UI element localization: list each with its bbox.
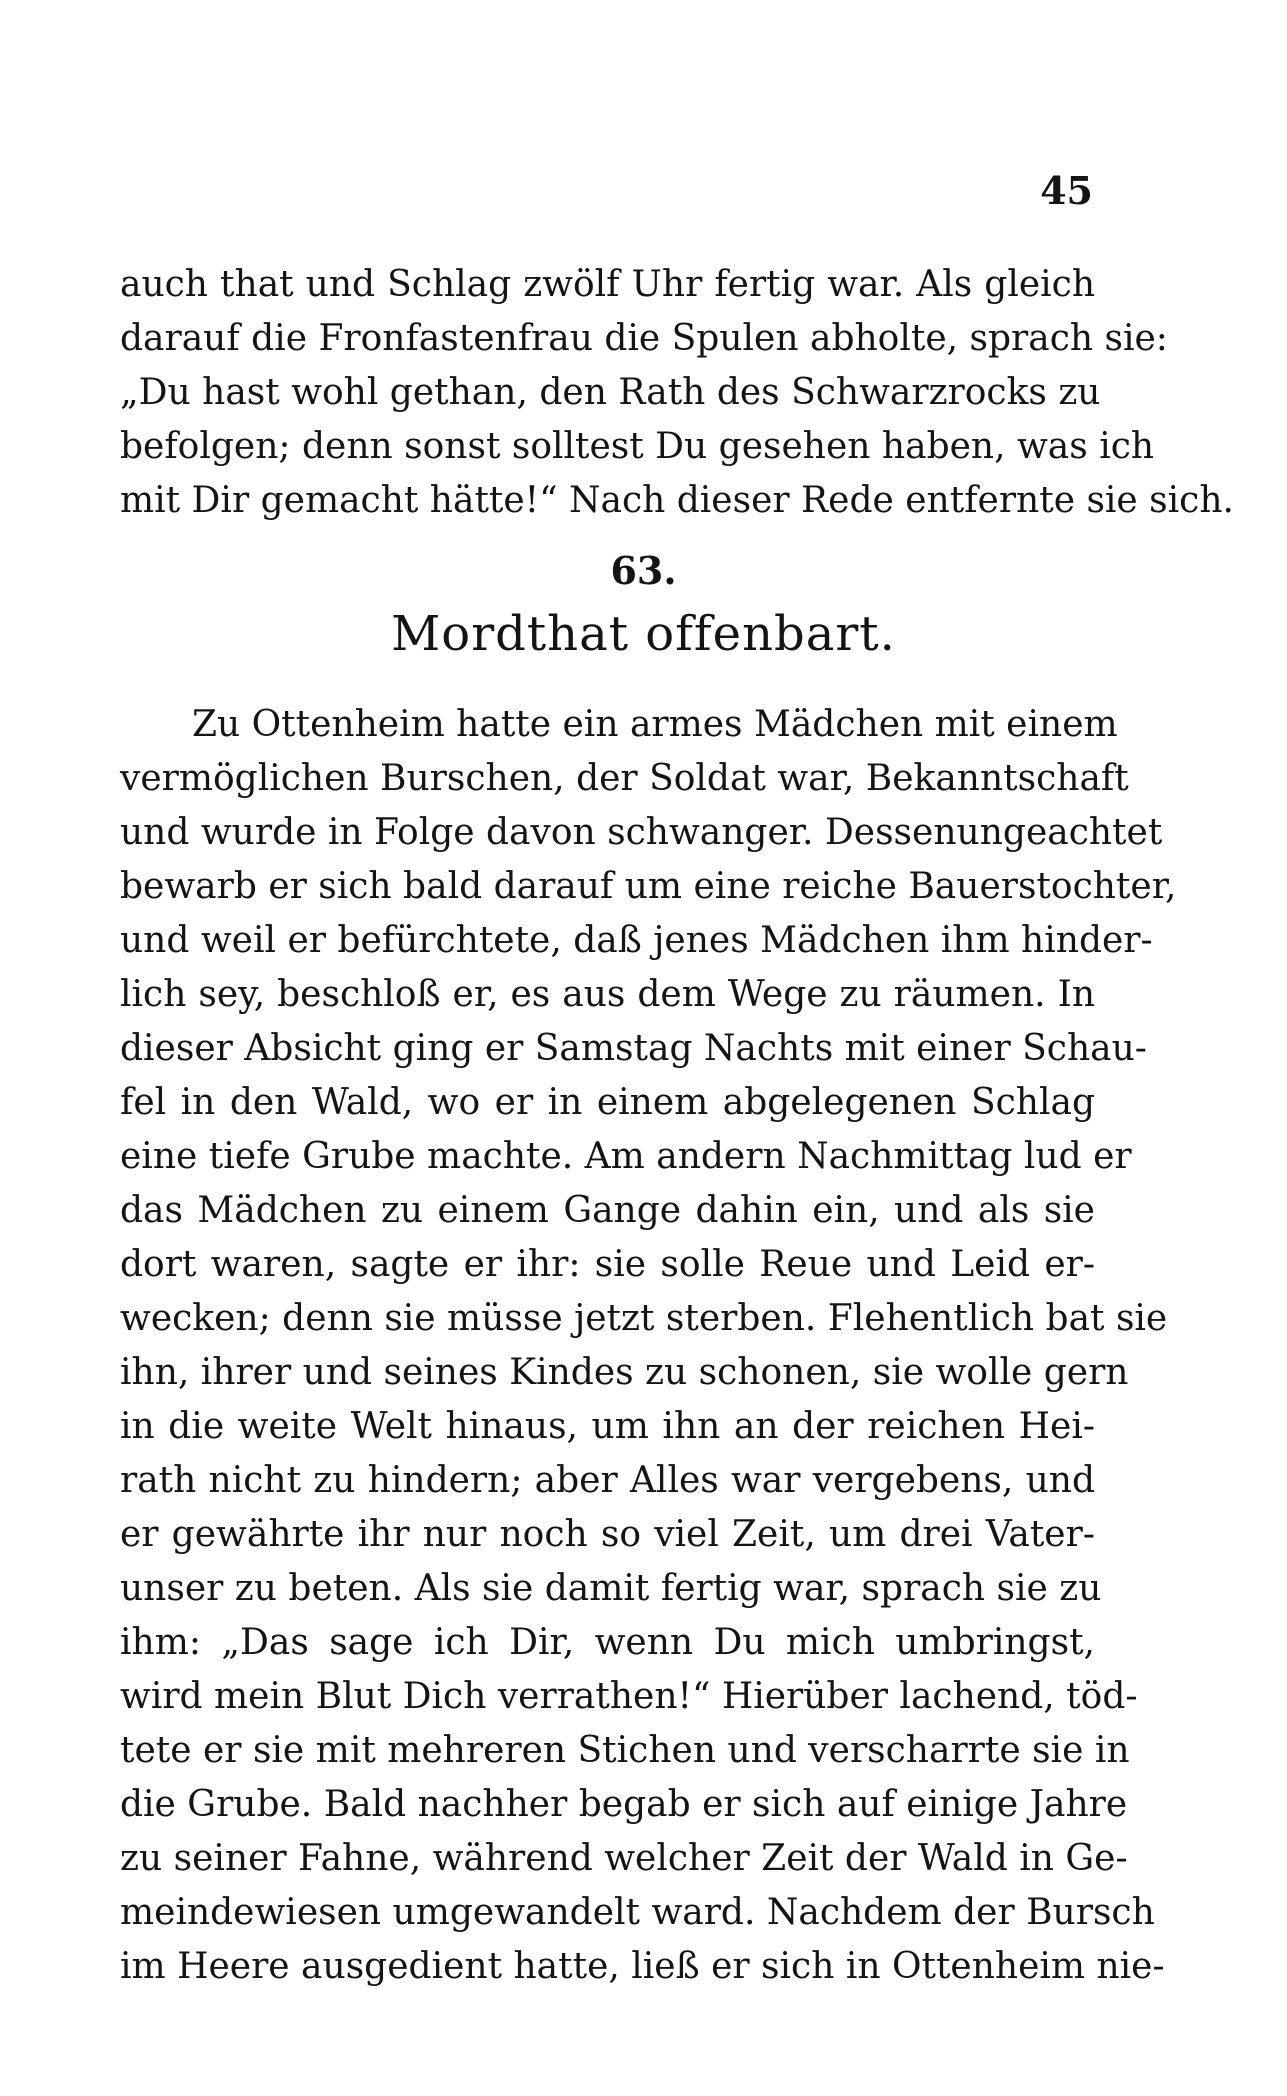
text-line: vermöglichen Burschen, der Soldat war, Bekanntschaft: [120, 758, 1129, 799]
text-line: eine tiefe Grube machte. Am andern Nachmittag lud er: [120, 1136, 1132, 1177]
text-line: wecken; denn sie müsse jetzt sterben. Flehentlich bat sie: [120, 1298, 1168, 1339]
text-line: auch that und Schlag zwölf Uhr fertig war. Als gleich: [120, 264, 1095, 305]
text-line: lich sey, beschloß er, es aus dem Wege zu räumen. In: [120, 974, 1095, 1015]
text-line: „Du hast wohl gethan, den Rath des Schwarzrocks zu: [120, 372, 1101, 413]
text-line: in die weite Welt hinaus, um ihn an der reichen Hei-: [120, 1406, 1095, 1447]
text-line: tete er sie mit mehreren Stichen und verscharrte sie in: [120, 1730, 1130, 1771]
text-line: ihn, ihrer und seines Kindes zu schonen, sie wolle gern: [120, 1352, 1129, 1393]
text-line: und weil er befürchtete, daß jenes Mädchen ihm hinder-: [120, 920, 1153, 961]
text-line: meindewiesen umgewandelt ward. Nachdem der Bursch: [120, 1892, 1155, 1933]
text-line: dieser Absicht ging er Samstag Nachts mit einer Schau-: [120, 1028, 1147, 1069]
text-line: Zu Ottenheim hatte ein armes Mädchen mit einem: [192, 704, 1118, 745]
section-title: Mordthat offenbart.: [391, 606, 896, 662]
text-line: fel in den Wald, wo er in einem abgelegenen Schlag: [120, 1082, 1095, 1123]
section-body: [120, 698, 1177, 1994]
text-line: darauf die Fronfastenfrau die Spulen abholte, sprach sie:: [120, 318, 1168, 359]
paragraph-continued: [120, 258, 1234, 528]
text-line: befolgen; denn sonst solltest Du gesehen haben, was ich: [120, 426, 1155, 467]
section-number: 63.: [610, 548, 677, 593]
text-line: zu seiner Fahne, während welcher Zeit der Wald in Ge-: [120, 1838, 1128, 1879]
text-line: unser zu beten. Als sie damit fertig war, sprach sie zu: [120, 1568, 1102, 1609]
text-line: er gewährte ihr nur noch so viel Zeit, um drei Vater-: [120, 1514, 1095, 1555]
text-line: die Grube. Bald nachher begab er sich auf einige Jahre: [120, 1784, 1128, 1825]
text-line: dort waren, sagte er ihr: sie solle Reue und Leid er-: [120, 1244, 1095, 1285]
text-line: das Mädchen zu einem Gange dahin ein, und als sie: [120, 1190, 1095, 1231]
text-line: mit Dir gemacht hätte!“ Nach dieser Rede entfernte sie sich.: [120, 480, 1234, 521]
text-line: im Heere ausgedient hatte, ließ er sich in Ottenheim nie-: [120, 1946, 1165, 1987]
text-line: wird mein Blut Dich verrathen!“ Hierüber lachend, töd-: [120, 1676, 1138, 1717]
page-number: 45: [1040, 168, 1093, 213]
text-line: bewarb er sich bald darauf um eine reiche Bauerstochter,: [120, 866, 1177, 907]
text-line: und wurde in Folge davon schwanger. Dessenungeachtet: [120, 812, 1163, 853]
text-line: ihm: „Das sage ich Dir, wenn Du mich umbringst,: [120, 1622, 1095, 1663]
text-line: rath nicht zu hindern; aber Alles war vergebens, und: [120, 1460, 1095, 1501]
